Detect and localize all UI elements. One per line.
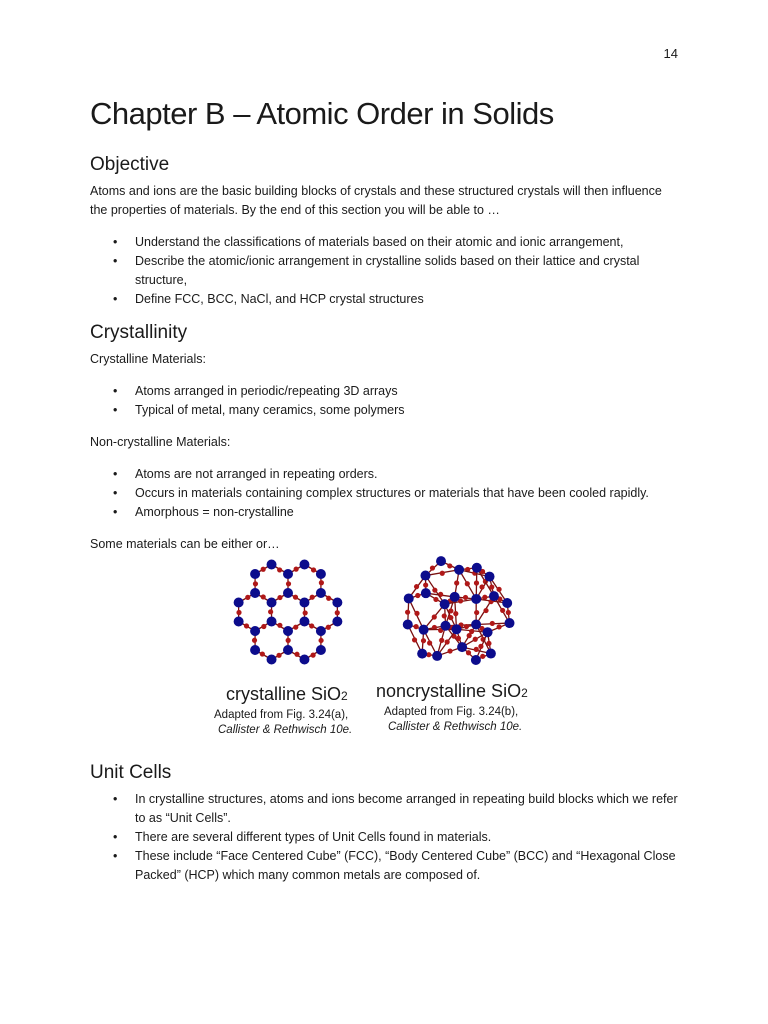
silicon-atom: [423, 582, 428, 587]
oxygen-atom: [299, 617, 309, 627]
silicon-atom: [414, 584, 419, 589]
list-item: • Amorphous = non-crystalline: [135, 503, 680, 522]
silicon-atom: [486, 641, 491, 646]
page-number: 14: [663, 46, 678, 61]
silicon-atom: [480, 654, 485, 659]
silicon-atom: [405, 610, 410, 615]
silicon-atom: [447, 648, 452, 653]
list-item: • Describe the atomic/ionic arrangement in crystalline solids based on their lattice and crystal structure,: [135, 252, 680, 290]
silicon-atom: [464, 624, 469, 629]
oxygen-atom: [454, 565, 464, 575]
silicon-atom: [414, 624, 419, 629]
oxygen-atom: [489, 591, 499, 601]
silicon-atom: [500, 608, 505, 613]
silicon-atom: [427, 640, 432, 645]
silicon-atom: [433, 597, 438, 602]
oxygen-atom: [283, 588, 293, 598]
oxygen-atom: [457, 642, 467, 652]
silicon-atom: [326, 625, 331, 630]
oxygen-atom: [267, 560, 277, 570]
crystalline-caption: Adapted from Fig. 3.24(a), Callister & Rethwisch 10e.: [214, 709, 353, 736]
silicon-atom: [445, 639, 450, 644]
oxygen-atom: [403, 619, 413, 629]
silicon-atom: [294, 567, 299, 572]
silicon-atom: [466, 650, 471, 655]
oxygen-atom: [250, 569, 260, 579]
list-item: • Occurs in materials containing complex structures or materials that have been cooled rapidly.: [135, 484, 680, 503]
silicon-atom: [490, 621, 495, 626]
silicon-atom: [318, 638, 323, 643]
silicon-atom: [253, 581, 258, 586]
crystalline-label: Crystalline Materials:: [90, 352, 207, 366]
oxygen-atom: [234, 617, 244, 627]
oxygen-atom: [316, 645, 326, 655]
silicon-atom: [440, 571, 445, 576]
oxygen-atom: [471, 594, 481, 604]
silicon-atom: [496, 624, 501, 629]
silicon-atom: [432, 614, 437, 619]
oxygen-atom: [234, 598, 244, 608]
silicon-atom: [478, 644, 483, 649]
silicon-atom: [245, 595, 250, 600]
noncrystalline-caption: Adapted from Fig. 3.24(b), Callister & Rethwisch 10e.: [384, 706, 523, 733]
oxygen-atom: [283, 626, 293, 636]
oxygen-atom: [450, 592, 460, 602]
oxygen-atom: [299, 560, 309, 570]
objective-list: [90, 233, 680, 309]
silicon-atom: [489, 584, 494, 589]
objective-heading: Objective: [90, 154, 170, 175]
oxygen-atom: [486, 649, 496, 659]
oxygen-atom: [250, 588, 260, 598]
oxygen-atom: [283, 569, 293, 579]
silicon-atom: [463, 595, 468, 600]
silicon-atom: [447, 563, 452, 568]
oxygen-atom: [267, 655, 277, 665]
crystalline-sio2-title: crystalline SiO2: [226, 684, 348, 704]
oxygen-atom: [332, 617, 342, 627]
noncrystalline-list: [90, 465, 680, 522]
silicon-atom: [309, 623, 314, 628]
oxygen-atom: [471, 620, 481, 630]
oxygen-atom: [250, 626, 260, 636]
oxygen-atom: [436, 556, 446, 566]
silicon-atom: [260, 651, 265, 656]
chapter-title: Chapter B – Atomic Order in Solids: [90, 96, 554, 131]
silicon-atom: [261, 624, 266, 629]
silicon-atom: [277, 595, 282, 600]
unit-cells-section: [90, 762, 680, 885]
oxygen-atom: [299, 598, 309, 608]
oxygen-atom: [299, 655, 309, 665]
silicon-atom: [432, 588, 437, 593]
silicon-atom: [482, 595, 487, 600]
silicon-atom: [236, 610, 241, 615]
silicon-atom: [453, 611, 458, 616]
list-item: • There are several different types of Unit Cells found in materials.: [135, 828, 680, 847]
silicon-atom: [310, 595, 315, 600]
oxygen-atom: [332, 598, 342, 608]
silicon-atom: [293, 625, 298, 630]
silicon-atom: [479, 584, 484, 589]
silicon-atom: [496, 587, 501, 592]
silicon-atom: [293, 595, 298, 600]
either-or-text: Some materials can be either or…: [90, 537, 280, 551]
objective-section: [90, 154, 680, 309]
silicon-atom: [430, 565, 435, 570]
silicon-atom: [415, 593, 420, 598]
oxygen-atom: [267, 617, 277, 627]
silicon-atom: [506, 610, 511, 615]
oxygen-atom: [250, 645, 260, 655]
silicon-atom: [454, 580, 459, 585]
oxygen-atom: [440, 599, 450, 609]
silicon-atom: [261, 594, 266, 599]
silicon-atom: [303, 610, 308, 615]
silicon-atom: [294, 652, 299, 657]
silicon-atom: [456, 636, 461, 641]
crystalline-list: [90, 382, 680, 420]
oxygen-atom: [316, 569, 326, 579]
noncrystalline-label: Non-crystalline Materials:: [90, 435, 231, 449]
oxygen-atom: [505, 618, 515, 628]
list-item: • Define FCC, BCC, NaCl, and HCP crystal structures: [135, 290, 680, 309]
crystallinity-section: [90, 322, 680, 554]
silicon-atom: [286, 638, 291, 643]
silicon-atom: [465, 581, 470, 586]
oxygen-atom: [267, 598, 277, 608]
oxygen-atom: [432, 651, 442, 661]
list-item: • Understand the classifications of materials based on their atomic and ionic arrangement,: [135, 233, 680, 252]
oxygen-atom: [420, 571, 430, 581]
oxygen-atom: [441, 621, 451, 631]
silicon-atom: [326, 596, 331, 601]
silicon-atom: [277, 623, 282, 628]
oxygen-atom: [452, 624, 462, 634]
sio2-structure-diagram: [200, 548, 580, 683]
oxygen-atom: [472, 563, 482, 573]
oxygen-atom: [471, 655, 481, 665]
silicon-atom: [473, 637, 478, 642]
silicon-atom: [469, 629, 474, 634]
list-item: • Typical of metal, many ceramics, some polymers: [135, 401, 680, 420]
silicon-atom: [335, 610, 340, 615]
silicon-atom: [474, 580, 479, 585]
list-item: • Atoms are not arranged in repeating orders.: [135, 465, 680, 484]
silicon-atom: [474, 647, 479, 652]
silicon-atom: [244, 623, 249, 628]
silicon-atom: [286, 581, 291, 586]
silicon-atom: [268, 609, 273, 614]
silicon-atom: [448, 615, 453, 620]
oxygen-atom: [502, 598, 512, 608]
sio2-figure: [200, 548, 580, 748]
silicon-atom: [310, 653, 315, 658]
silicon-atom: [421, 638, 426, 643]
oxygen-atom: [404, 593, 414, 603]
oxygen-atom: [419, 625, 429, 635]
unit-cells-list: [90, 790, 680, 885]
oxygen-atom: [483, 627, 493, 637]
oxygen-atom: [421, 588, 431, 598]
silicon-atom: [311, 567, 316, 572]
oxygen-atom: [283, 645, 293, 655]
list-item: • In crystalline structures, atoms and ions become arranged in repeating build blocks which we refer to as “Unit Cells”.: [135, 790, 680, 828]
crystallinity-heading: Crystallinity: [90, 322, 188, 343]
silicon-atom: [442, 613, 447, 618]
silicon-atom: [412, 637, 417, 642]
oxygen-atom: [417, 649, 427, 659]
noncrystalline-sio2-title: noncrystalline SiO2: [376, 681, 528, 701]
list-item: • Atoms arranged in periodic/repeating 3D arrays: [135, 382, 680, 401]
silicon-atom: [319, 580, 324, 585]
silicon-atom: [439, 638, 444, 643]
silicon-atom: [414, 611, 419, 616]
oxygen-atom: [316, 588, 326, 598]
list-item: • These include “Face Centered Cube” (FCC), “Body Centered Cube” (BCC) and “Hexagonal Close Packed” (HCP) which many common metals are composed of.: [135, 847, 680, 885]
oxygen-atom: [485, 572, 495, 582]
objective-intro: Atoms and ions are the basic building blocks of crystals and these structured crystals will then influence the properties of materials. By the end of this section you will be able to …: [90, 184, 662, 217]
silicon-atom: [483, 608, 488, 613]
oxygen-atom: [316, 626, 326, 636]
silicon-atom: [261, 567, 266, 572]
unit-cells-heading: Unit Cells: [90, 762, 172, 783]
silicon-atom: [276, 653, 281, 658]
silicon-atom: [474, 610, 479, 615]
silicon-atom: [252, 638, 257, 643]
silicon-atom: [277, 567, 282, 572]
